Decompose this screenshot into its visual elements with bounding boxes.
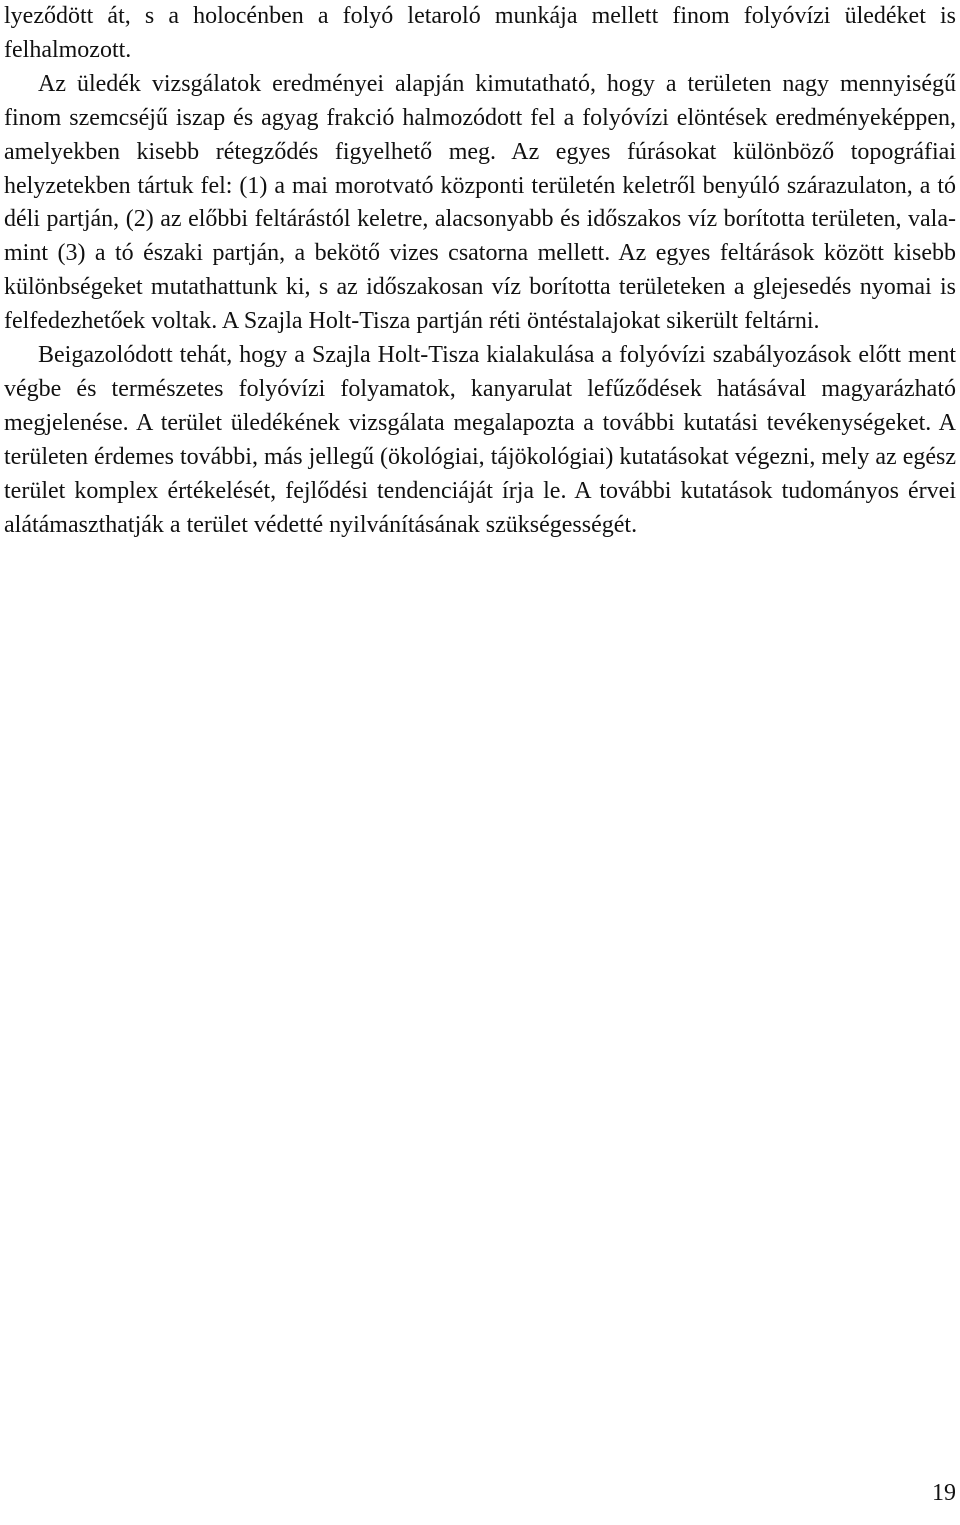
paragraph-sediment-results: Az üledék vizsgálatok eredményei alapján kimutatható, hogy a területen nagy mennyiségű finom szemcséjű iszap és agyag frakció halmozódott fel a folyóvízi elöntések eredményeképpen, amelyekben kisebb rétegződés figyelhető meg. Az egyes fúrásokat különböző topográfiai helyzetekben tártuk fel: (1) a mai morotvató központi területén keletről benyúló szárazulaton, a tó déli partján, (2) az előbbi feltárástól keletre, alacsonyabb és időszakos víz borította területen, valamint (3) a tó északi partján, a bekötő vizes csatorna mellett. Az egyes feltárások között kisebb különbségeket mutathattunk ki, s az időszakosan víz borította területeken a glejesedés nyomai is felfedezhetőek voltak. A Szajla Holt-Tisza partján réti öntéstalajokat sikerült feltárni.	[4, 70, 956, 335]
paragraph-continuation: lyeződött át, s a holocénben a folyó letaroló munkája mellett finom folyóvízi üledéket is felhalmozott.	[4, 3, 956, 63]
page-body	[4, 0, 956, 543]
paragraph-conclusion: Beigazolódott tehát, hogy a Szajla Holt-Tisza kialakulása a folyóvízi szabályozások előtt ment végbe és természetes folyóvízi folyamatok, kanyarulat lefűződések hatásával magyarázható megjelenése. A terület üledékének vizsgálata megalapozta a további kutatási tevékenységeket. A területen érdemes további, más jellegű (ökológiai, tájökológiai) kutatásokat végezni, mely az egész terület komplex értékelését, fejlődési tendenciáját írja le. A további kutatások tudományos érvei alátámaszthatják a terület védetté nyilvánításának szükségességét.	[4, 342, 956, 538]
page-number: 19	[932, 1480, 956, 1506]
